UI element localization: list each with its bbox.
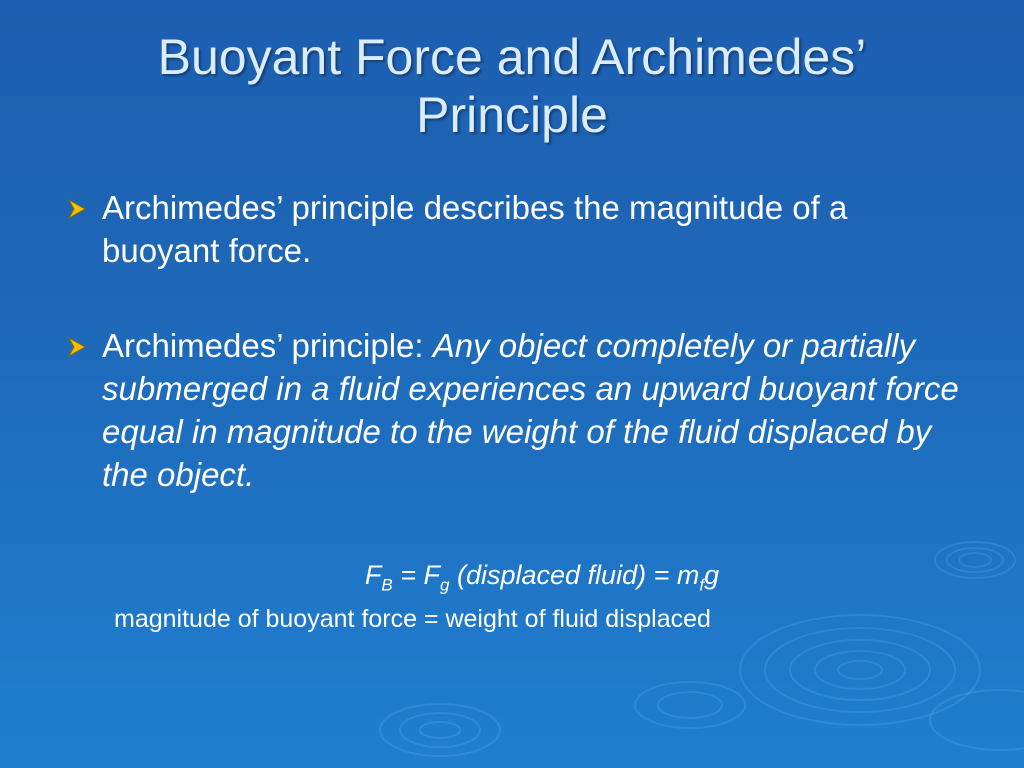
formula-caption: magnitude of buoyant force = weight of fluid displaced	[114, 605, 711, 633]
bullet-list	[66, 186, 966, 496]
bullet-text: Archimedes’ principle describes the magnitude of a buoyant force.	[102, 189, 848, 269]
buoyancy-formula	[0, 558, 1024, 595]
formula-fb: F	[364, 560, 382, 590]
bullet-item	[66, 186, 966, 272]
arrow-bullet-icon	[66, 198, 88, 220]
formula-fb-subscript: B	[381, 575, 393, 595]
formula-equals: =	[392, 560, 424, 590]
bullet-lead-text: Archimedes’ principle:	[102, 327, 433, 364]
formula-middle: (displaced fluid) = m	[449, 560, 700, 590]
principle-statement: Any object completely or partially submerged in a fluid experiences an upward buoyant force equal in magnitude to the weight of the fluid displaced by the object.	[102, 327, 959, 493]
title-line-2: Principle	[416, 87, 608, 143]
formula-fg: F	[423, 560, 441, 590]
slide-title	[60, 28, 964, 144]
title-line-1: Buoyant Force and Archimedes’	[157, 29, 867, 85]
bullet-item	[66, 324, 966, 496]
formula-end: g	[704, 560, 720, 590]
formula-mf-subscript: f	[699, 575, 705, 595]
arrow-bullet-icon	[66, 336, 88, 358]
formula-fg-subscript: g	[440, 575, 450, 595]
